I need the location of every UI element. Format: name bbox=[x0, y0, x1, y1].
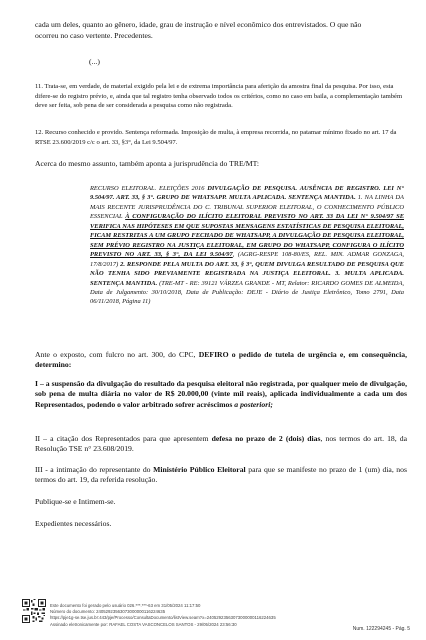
footer-link[interactable]: https://pje1g-se.tse.jus.br:443/pje/Processo/ConsultaDocumento/listView.seam?x=24052923563073000000116224635 bbox=[50, 615, 276, 620]
ante-bold: DEFIRO o pedido de tutela de urgência e, em consequência, determino: bbox=[35, 350, 407, 370]
expedientes-line: Expedientes necessários. bbox=[35, 519, 112, 528]
publish-line: Publique-se e Intimem-se. bbox=[35, 497, 116, 506]
quote-part-7: (TRE-MT - RE: 39121 VÁRZEA GRANDE - MT, Relator: RICARDO GOMES DE ALMEIDA, Data de Julgamento: 30/10/2018, Data de Publicação: DEJE - Diário de Justiça Eletrônico, Tomo 2791, Data 06/11/2018, Página 11) bbox=[90, 279, 404, 306]
determination-item-iii bbox=[35, 465, 407, 486]
item-ii-post: , nos termos do art. 18, da Resolução TSE n° 23.608/2019. bbox=[35, 434, 407, 454]
item-i-bold: I – a suspensão da divulgação do resultado da pesquisa eleitoral não registrada, por qualquer meio de divulgação, sob pena de multa diária no valor de R$ 20.000,00 (vinte mil reais), aplicada individualmente a cada um dos Representados, podendo o valor arbitrado sofrer acréscimos bbox=[35, 379, 407, 409]
determination-item-i bbox=[35, 379, 407, 410]
ellipsis: (...) bbox=[89, 57, 100, 66]
qr-code-icon bbox=[22, 599, 46, 623]
determination-item-ii bbox=[35, 434, 407, 455]
quote-part-5: , (AGRG-RESPE 108-80/ES, REL. MIN. ADMAR GONZAGA, 17/8/2017) bbox=[90, 251, 405, 268]
intro-line-2: ocorreu no caso vertente. Precedentes. bbox=[35, 31, 153, 40]
paragraph-item-11: 11. Trata-se, em verdade, de material exigido pela lei e de extrema importância para aferição da amostra final da pesquisa. Por isso, esta difere-se do registro prévio, e, ainda que tal registro tenha observado todos os critérios, como no caso em baila, a complementação também deve ser feita, sob pena de ser considerada a pesquisa como não registrada. bbox=[35, 83, 403, 110]
footer-signature: Assinado eletronicamente por: RAFAEL COSTA VASCONCELOS SANTOS - 29/05/2024 23:56:30 bbox=[50, 622, 237, 627]
footer-line-1: Este documento foi gerado pelo usuário 026.***.***-63 em 31/05/2024 11:17:50 bbox=[50, 603, 201, 608]
quote-part-2: DIVULGAÇÃO DE PESQUISA. AUSÊNCIA DE REGISTRO. LEI N° 9.504/97. ART. 33, § 3°. GRUPO DE WHATSAPP. MULTA APLICADA. SENTENÇA MANTIDA. bbox=[90, 185, 404, 202]
quote-part-4: À CONFIGURAÇÃO DO ILÍCITO ELEITORAL PREVISTO NO ART. 33 DA LEI N° 9.504/97 SE VERIFICA NAS HIPÓTESES EM QUE SUPOSTAS MENSAGENS ESTATÍSTICAS DE PESQUISA ELEITORAL, FICAM RESTRITAS A UM GRUPO FECHADO DE WHATSAPP, A DIVULGAÇÃO DE PESQUISA ELEITORAL, SEM PRÉVIO REGISTRO NA JUSTIÇA ELEITORAL, EM GRUPO DO WHATSAPP, CONFIGURA O ILÍCITO PREVISTO NO ART. 33, § 3°, DA LEI 9.504/97 bbox=[90, 213, 404, 259]
item-i-italic: a posteriori; bbox=[234, 399, 273, 409]
paragraph-item-12: 12. Recurso conhecido e provido. Sentença reformada. Imposição de multa, à empresa recorrida, no patamar mínimo fixado no art. 17 da RTSE 23.600/2019 c/c o art. 33, §3°, da Lei 9.504/97. bbox=[35, 129, 397, 146]
intro-line-1: cada um deles, quanto ao gênero, idade, grau de instrução e nível econômico dos entrevistados. O que não bbox=[35, 20, 362, 29]
page-number: Num. 122294245 - Pág. 5 bbox=[352, 626, 410, 632]
quote-part-1: RECURSO ELEITORAL. ELEIÇÕES 2016 bbox=[90, 185, 208, 192]
item-iii-post: para que se manifeste no prazo de 1 (um) dia, nos termos do art. 19, da referida resolução. bbox=[35, 465, 407, 485]
jurisprudence-quote bbox=[90, 184, 404, 307]
item-iii-bold: Ministério Público Eleitoral bbox=[153, 465, 246, 474]
paragraph-ante bbox=[35, 350, 407, 371]
ante-text: Ante o exposto, com fulcro no art. 300, do CPC, bbox=[35, 350, 199, 359]
footer-line-2: Número do documento: 24052923563073000000116224635 bbox=[50, 609, 166, 614]
item-iii-pre: III - a intimação do representante do bbox=[35, 465, 154, 474]
item-ii-bold: defesa no prazo de 2 (dois) dias bbox=[211, 434, 321, 443]
quote-part-3: 1. NA LINHA DA MAIS RECENTE JURISPRUDÊNCIA DO C. TRIBUNAL SUPERIOR ELEITORAL, O CONHECIMENTO PÚBLICO ESSENCIAL bbox=[90, 194, 404, 221]
quote-part-6: 2. RESPONDE PELA MULTA DO ART. 33, § 3°, QUEM DIVULGA RESULTADO DE PESQUISA QUE NÃO TENHA SIDO PREVIAMENTE REGISTRADA NA JUSTIÇA ELEITORAL. 3. MULTA APLICADA. SENTENÇA MANTIDA. bbox=[90, 260, 404, 287]
item-ii-pre: II – a citação dos Representados para que apresentem bbox=[35, 434, 212, 443]
paragraph-acerca: Acerca do mesmo assunto, também aponta a jurisprudência do TRE/MT: bbox=[35, 159, 260, 168]
